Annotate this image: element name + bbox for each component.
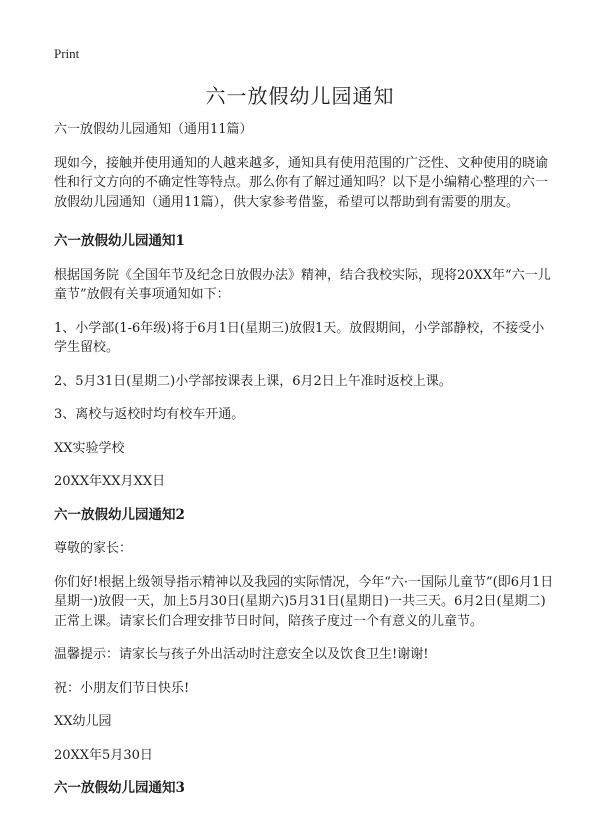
section2-tip: 温馨提示：请家长与孩子外出活动时注意安全以及饮食卫生!谢谢! <box>54 647 429 662</box>
subtitle: 六一放假幼儿园通知（通用11篇） <box>54 122 253 137</box>
page-title: 六一放假幼儿园通知 <box>205 84 395 108</box>
section1-item-2: 2、5月31日(星期二)小学部按课表上课，6月2日上午准时返校上课。 <box>54 373 452 389</box>
document-body <box>54 120 554 799</box>
section1-signer: XX实验学校 <box>54 440 125 456</box>
print-link[interactable]: Print <box>54 46 80 61</box>
section2-paragraph: 你们好!根据上级领导指示精神以及我园的实际情况，今年“六·一国际儿童节”(即6月1日星期一)放假一天，加上5月30日(星期六)5月31日(星期日)一共三天。6月2日(星期二)正常上课。请家长们合理安排节日时间，陪孩子度过一个有意义的儿童节。 <box>54 574 554 629</box>
section1-date: 20XX年XX月XX日 <box>54 474 166 489</box>
section-heading-1: 六一放假幼儿园通知1 <box>54 233 185 249</box>
section1-item-3: 3、离校与返校时均有校车开通。 <box>54 407 245 422</box>
section2-greeting: 尊敬的家长： <box>54 541 133 556</box>
section1-item-1: 1、小学部(1-6年级)将于6月1日(星期三)放假1天。放假期间，小学部静校，不接受小学生留校。 <box>54 320 545 355</box>
section-heading-3: 六一放假幼儿园通知3 <box>54 780 185 796</box>
section2-signer: XX幼儿园 <box>54 714 112 729</box>
section1-paragraph: 根据国务院《全国年节及纪念日放假办法》精神，结合我校实际，现将20XX年“六一儿童节”放假有关事项通知如下： <box>54 267 551 302</box>
section-heading-2: 六一放假幼儿园通知2 <box>54 506 185 523</box>
section2-wish: 祝：小朋友们节日快乐! <box>54 680 190 696</box>
intro-paragraph: 现如今，接触并使用通知的人越来越多，通知具有使用范围的广泛性、文种使用的晓谕性和行文方向的不确定性等特点。那么你有了解过通知吗？以下是小编精心整理的六一放假幼儿园通知（通用11篇），供大家参考借鉴，希望可以帮助到有需要的朋友。 <box>54 155 549 210</box>
section2-date: 20XX年5月30日 <box>54 747 153 763</box>
